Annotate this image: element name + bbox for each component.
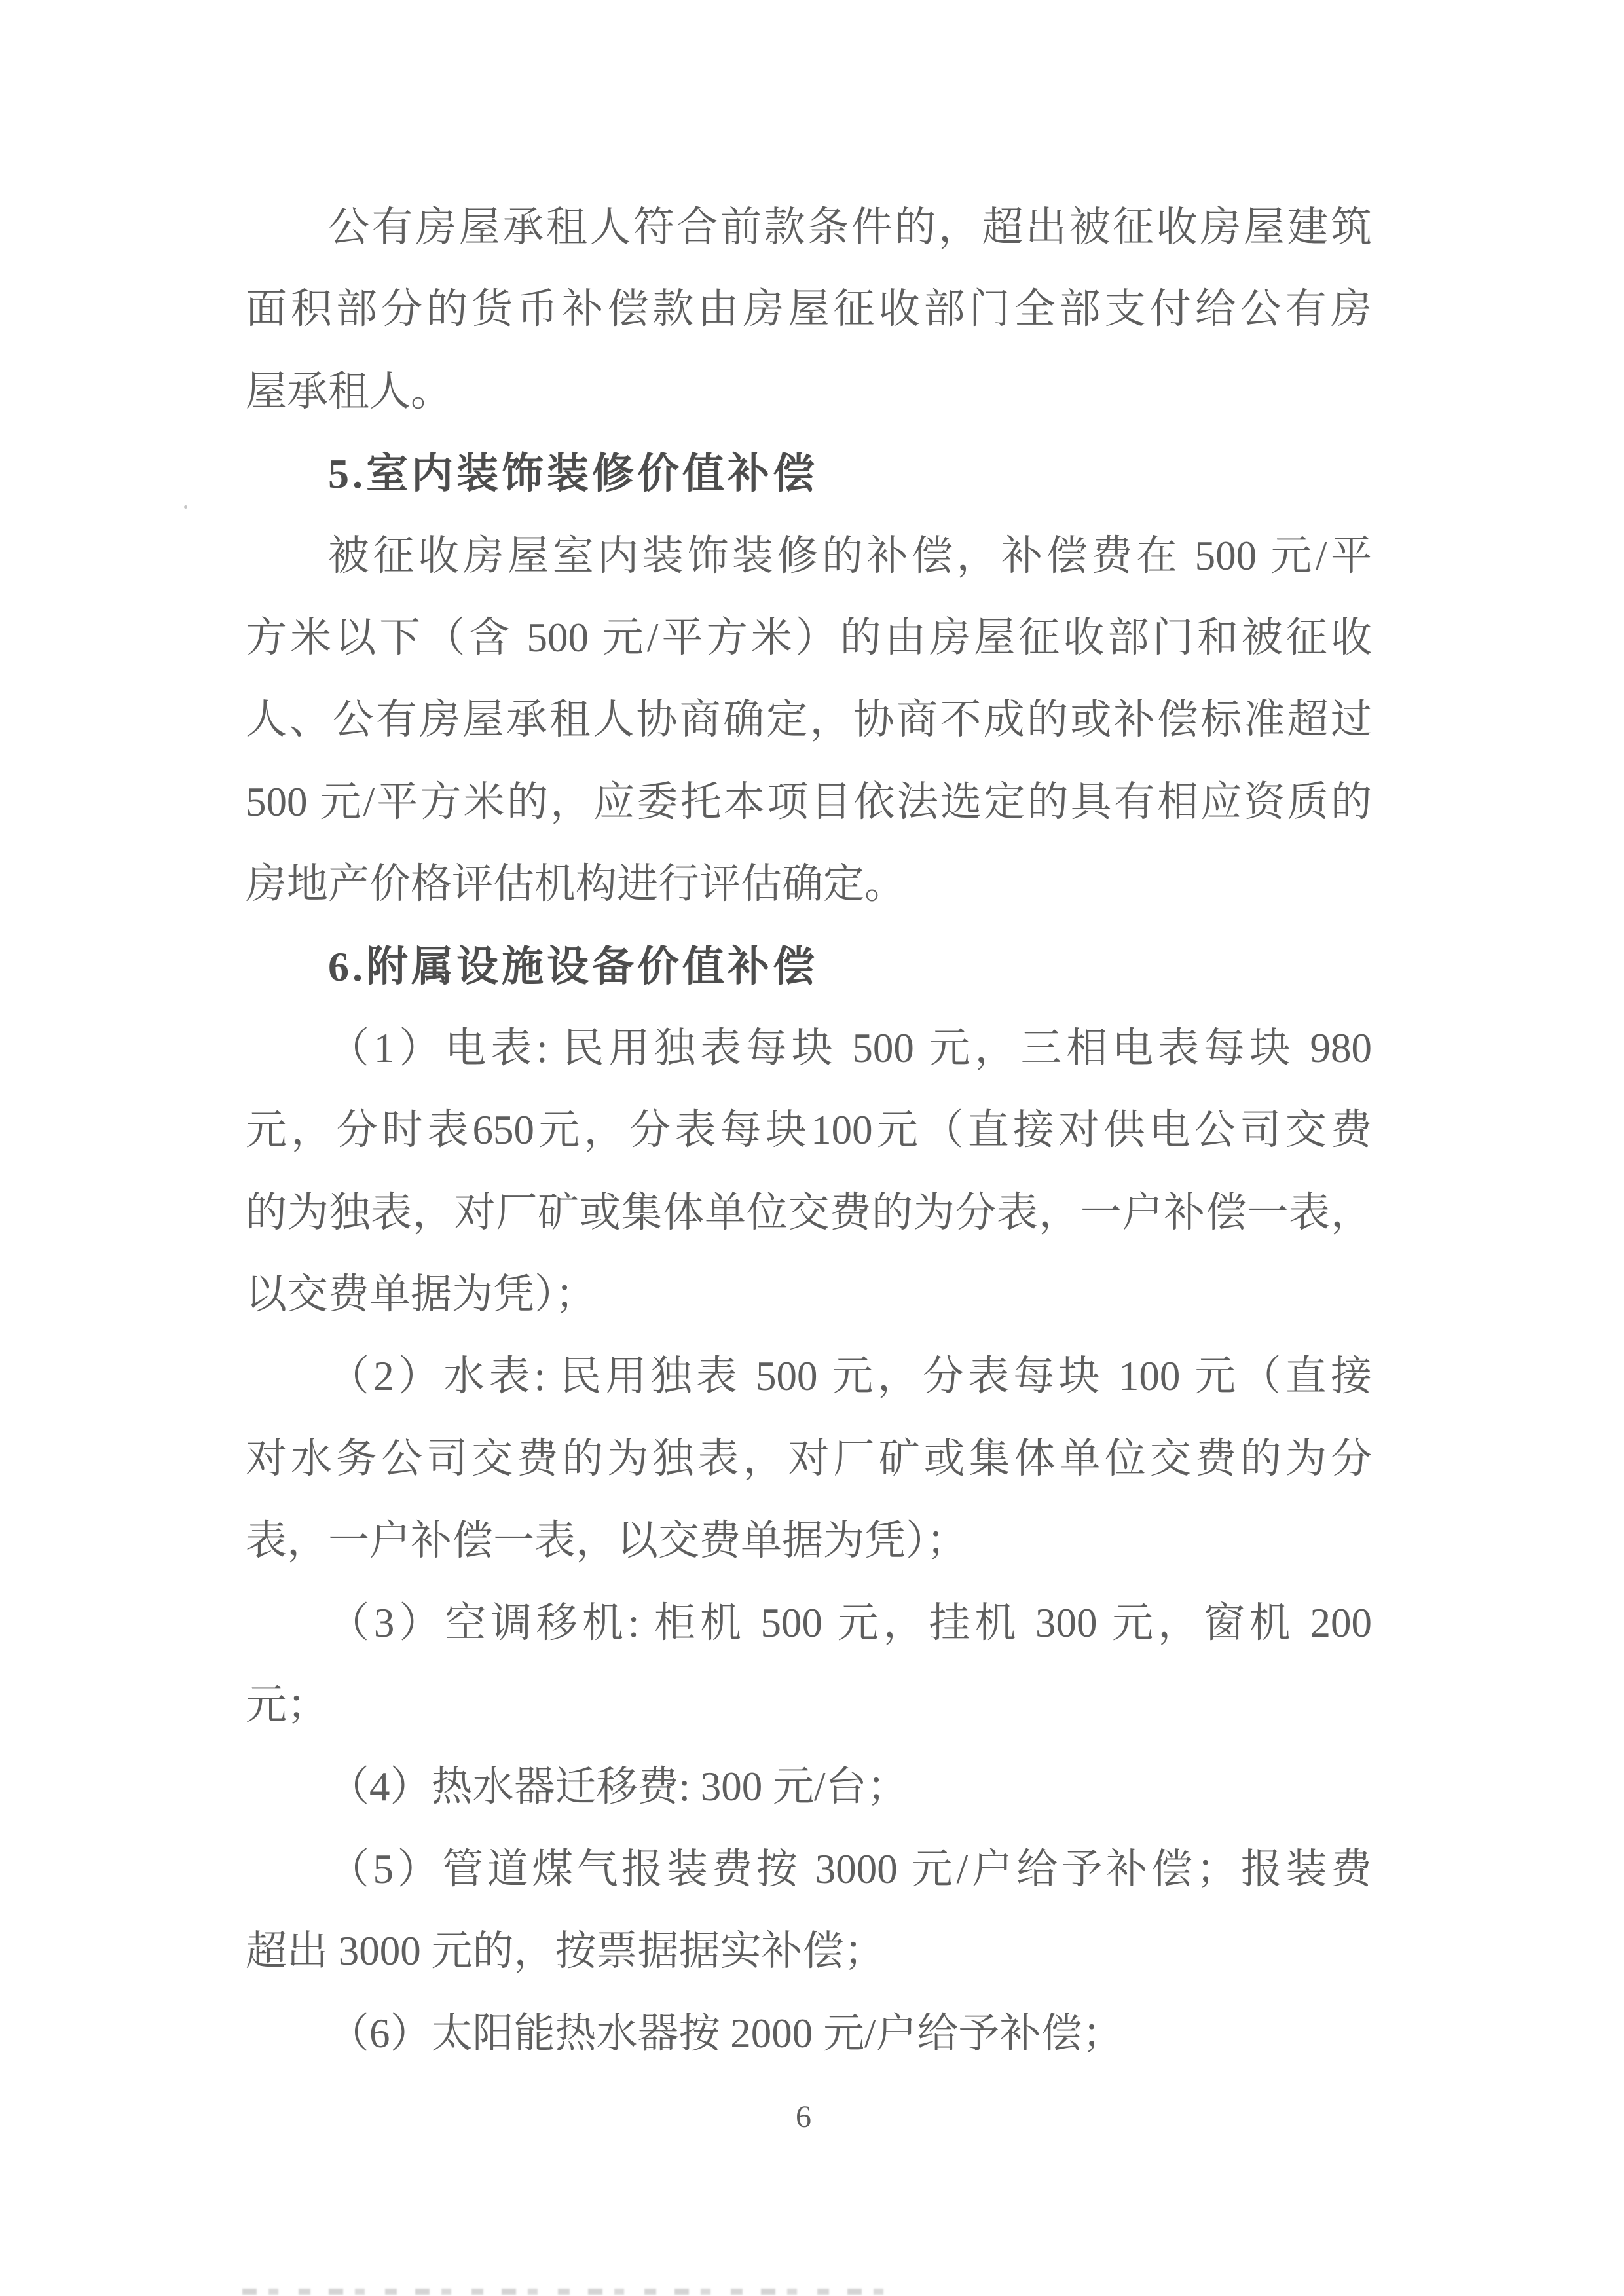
section-heading: 6.附属设施设备价值补偿 [328,943,818,990]
text-line: 房地产价格评估机构进行评估确定。 [246,861,906,907]
text-line: 以交费单据为凭）； [246,1271,597,1318]
page-edge-cutoff-text-artifact [242,2289,904,2295]
text-line: 表，一户补偿一表，以交费单据为凭）； [246,1518,968,1564]
text-line: （1）电表: 民用独表每块 500 元，三相电表每块 980 [328,1025,1372,1071]
text-line: 的为独表，对厂矿或集体单位交费的为分表，一户补偿一表， [246,1189,1372,1235]
scan-speck-artifact [184,505,187,509]
text-line: 公有房屋承租人符合前款条件的，超出被征收房屋建筑 [328,204,1372,250]
text-line: （2）水表: 民用独表 500 元，分表每块 100 元（直接 [328,1353,1372,1400]
text-line: 面积部分的货币补偿款由房屋征收部门全部支付给公有房 [246,286,1372,333]
text-line: （4）热水器迁移费: 300 元/台； [328,1764,908,1810]
text-line: 人、公有房屋承租人协商确定，协商不成的或补偿标准超过 [246,697,1372,743]
text-line: （5）管道煤气报装费按 3000 元/户给予补偿；报装费 [328,1846,1372,1892]
text-line: 500 元/平方米的，应委托本项目依法选定的具有相应资质的 [246,778,1372,825]
text-line: （6）太阳能热水器按 2000 元/户给予补偿； [328,2010,1124,2056]
text-line: 对水务公司交费的为独表，对厂矿或集体单位交费的为分 [246,1435,1372,1482]
text-line: 被征收房屋室内装饰装修的补偿，补偿费在 500 元/平 [328,532,1372,579]
text-line: 元； [246,1682,328,1728]
text-line: 方米以下（含 500 元/平方米）的由房屋征收部门和被征收 [246,614,1372,661]
text-line: 超出 3000 元的，按票据据实补偿； [246,1928,885,1975]
text-line: 元，分时表650元，分表每块100元（直接对供电公司交费 [246,1107,1372,1154]
text-line: 屋承租人。 [246,368,452,414]
page-number: 6 [796,2100,811,2134]
text-line: （3）空调移机: 柜机 500 元，挂机 300 元，窗机 200 [328,1599,1372,1646]
document-body [246,187,1372,2075]
section-heading: 5.室内装饰装修价值补偿 [328,450,818,498]
